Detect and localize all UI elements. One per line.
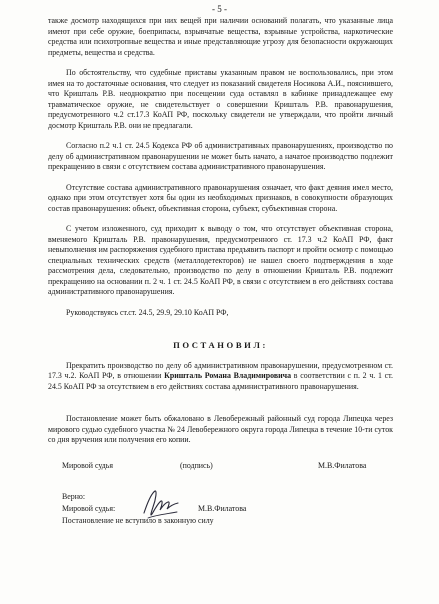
- judge-label: Мировой судья: [62, 461, 114, 470]
- resolution-heading: ПОСТАНОВИЛ:: [173, 340, 268, 350]
- paragraph-2: По обстоятельству, что судебные приставы указанным правом не воспользовались, при этом имея на то достаточные основания, что следует из показаний свидетеля Носикова А.И., пояснившего, что Кришталь Р.В. неоднократно при посещении суда оставлял в кабинке принадлежащее ему травматическое оружие, не свидетельствует о совершении Кришталь Р.В. правонарушения, предусмотренного ч.2 ст.17.3 КоАП РФ, поскольку свидетели не утверждали, что пройти личный досмотр Кришталь Р.В. они не предлагали.: [48, 68, 393, 130]
- verified-label: Верно:: [62, 492, 86, 501]
- effective-status: Постановление не вступило в законную силу: [62, 516, 214, 525]
- judge-name-2: М.В.Филатова: [198, 504, 247, 513]
- document-body: [48, 16, 393, 446]
- paragraph-7-end: в соответствии с п. 2 ч. 1 ст. 24.5 КоАП РФ за отсутствием в его действиях состава административного правонарушения.: [48, 371, 393, 391]
- judge-label-2: Мировой судья:: [62, 504, 116, 513]
- paragraph-6: Руководствуясь ст.ст. 24.5, 29.9, 29.10 КоАП РФ,: [66, 307, 229, 317]
- signature-note: (подпись): [180, 461, 213, 470]
- page-number: - 5 -: [212, 4, 227, 14]
- signature-stroke: [144, 491, 178, 515]
- paragraph-3: Согласно п.2 ч.1 ст. 24.5 Кодекса РФ об административных правонарушениях, производство по делу об административном правонарушении не может быть начато, а начатое производство подлежит прекращению в связи с отсутствием состава административного правонарушения.: [48, 141, 393, 171]
- judge-name: М.В.Филатова: [318, 461, 367, 470]
- defendant-name: Кришталь Романа Владимировича: [164, 371, 292, 380]
- paragraph-7-start: Прекратить производство по делу об административном правонарушении, предусмотренном ст. 17.3 ч.2. КоАП РФ, в отношении: [48, 360, 393, 380]
- paragraph-1: также досмотр находящихся при них вещей при наличии оснований полагать, что указанные лица имеют при себе оружие, боеприпасы, взрывчатые вещества, взрывные устройства, наркотические средства или психотропные вещества и иные представляющие угрозу для безопасности окружающих предметы, вещества и средства.: [48, 16, 393, 57]
- paragraph-7: [48, 361, 393, 393]
- paragraph-4: Отсутствие состава административного правонарушения означает, что факт деяния имел место, однако при этом отсутствует хотя бы один из необходимых признаков, в совокупности образующих состав правонарушения: объект, объективная сторона, субъект, субъективная сторона.: [48, 182, 393, 213]
- handwritten-signature: [140, 487, 182, 521]
- paragraph-5: С учетом изложенного, суд приходит к выводу о том, что отсутствует объективная сторона, вменяемого Кришталь Р.В. правонарушения, предусмотренного ст. 17.3 ч.2 КоАП РФ, факт невыполнения им распоряжения судебного пристава предъявить паспорт и пройти осмотр с помощью специальных технических средств (металлодетекторов) не нашел своего подтверждения в ходе рассмотрения дела, следовательно, производство по делу в отношении Кришталь Р.В. подлежит прекращению на основании п. 2 ч. 1 ст. 24.5 КоАП РФ, в связи с отсутствием в его действиях состава административного правонарушения.: [48, 224, 393, 296]
- paragraph-8: Постановление может быть обжаловано в Левобережный районный суд города Липецка через мирового судью судебного участка № 24 Левобережного округа города Липецка в течение 10-ти суток со дня вручения или получения его копии.: [48, 414, 393, 444]
